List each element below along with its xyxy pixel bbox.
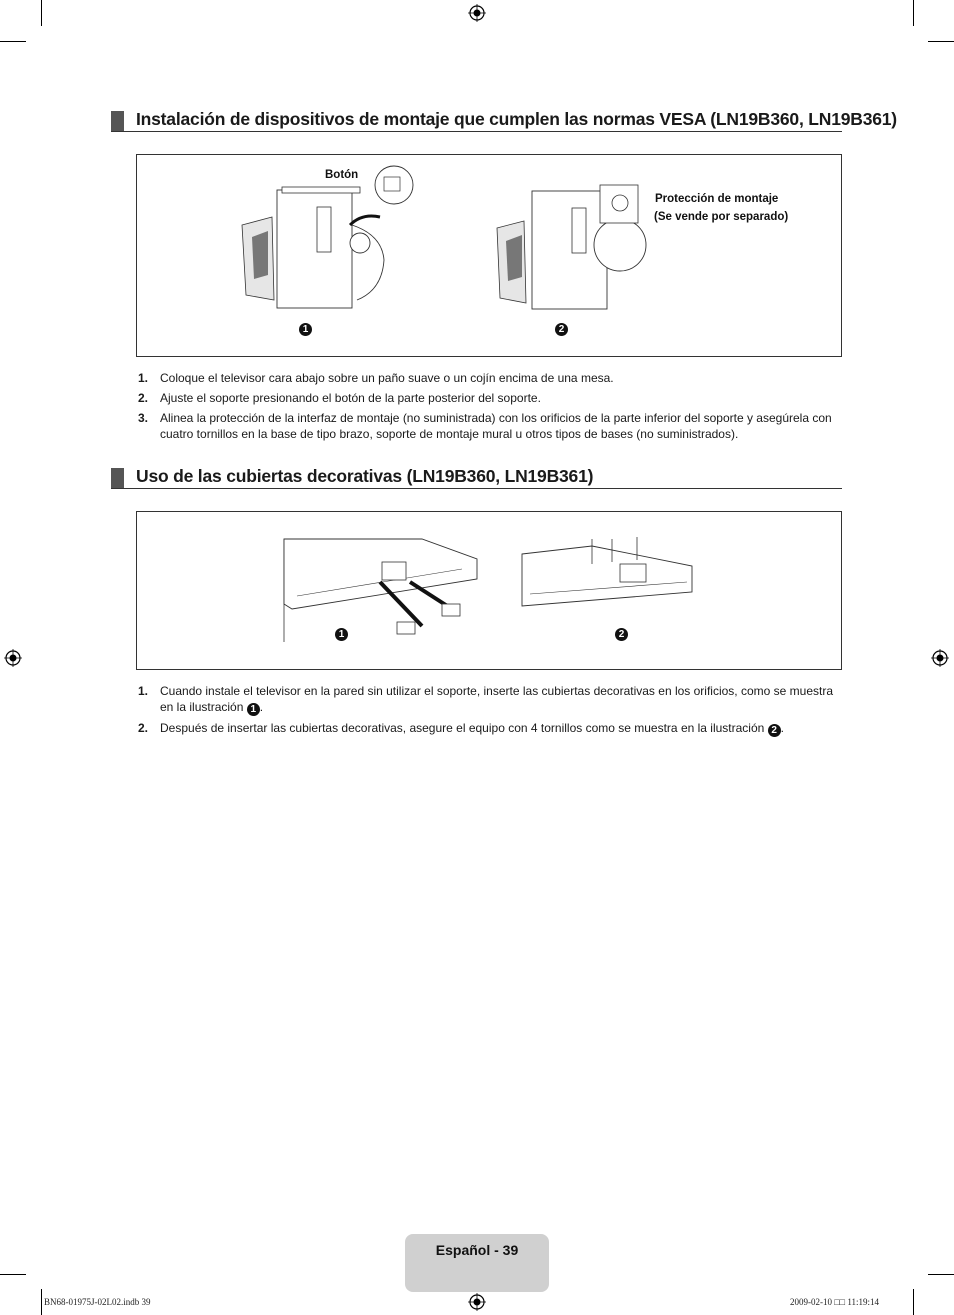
registration-mark-icon: [931, 649, 949, 667]
covers-insert-illustration: [272, 534, 482, 644]
inline-step-badge: 2: [768, 724, 781, 737]
section-title: Uso de las cubiertas decorativas (LN19B360, LN19B361): [136, 466, 594, 486]
list-item: 2. Después de insertar las cubiertas decorativas, asegure el equipo con 4 tornillos como se muestra en la ilustración 2 .: [138, 721, 784, 736]
step-badge-1: 1: [299, 323, 312, 336]
heading-marker: [111, 111, 124, 131]
tv-mount-illustration: [492, 173, 662, 318]
mount-label-line1: Protección de montaje: [655, 193, 779, 205]
print-slug-file: BN68-01975J-02L02.indb 39: [44, 1297, 151, 1307]
crop-mark: [928, 41, 954, 42]
crop-mark: [0, 1274, 26, 1275]
inline-step-badge: 1: [247, 703, 260, 716]
page-label: Español - 39: [435, 1242, 519, 1258]
covers-screws-illustration: [512, 534, 702, 614]
figure-decorative-covers: [136, 511, 842, 670]
registration-mark-icon: [4, 649, 22, 667]
section-title: Instalación de dispositivos de montaje que cumplen las normas VESA (LN19B360, LN19B361): [136, 109, 897, 129]
registration-mark-icon: [468, 4, 486, 22]
button-label: Botón: [325, 169, 359, 181]
tv-stand-illustration: [232, 165, 422, 315]
crop-mark: [41, 0, 42, 26]
crop-mark: [913, 1289, 914, 1315]
figure-vesa-mount: [136, 154, 842, 357]
section-heading: [111, 109, 897, 132]
mount-label-line2: (Se vende por separado): [654, 211, 789, 223]
heading-marker: [111, 468, 124, 488]
crop-mark: [913, 0, 914, 26]
step-badge-2: 2: [555, 323, 568, 336]
print-slug-date: 2009-02-10 □□ 11:19:14: [790, 1297, 880, 1307]
list-item: 3. Alinea la protección de la interfaz de montaje (no suministrada) con los orificios de la parte inferior del soporte y asegúrela con cuatro tornillos en la base de tipo brazo, soporte de montaje mural u otros tipos de bases (no suministrados).: [138, 411, 832, 441]
section-heading: [111, 466, 842, 489]
crop-mark: [0, 41, 26, 42]
list-item: 1. Cuando instale el televisor en la pared sin utilizar el soporte, inserte las cubiertas decorativas en los orificios, como se muestra en la ilustración 1 .: [138, 684, 833, 715]
crop-mark: [928, 1274, 954, 1275]
page-number-tab: [405, 1234, 549, 1292]
list-item: 1. Coloque el televisor cara abajo sobre un paño suave o un cojín encima de una mesa.: [138, 371, 614, 385]
step-badge-1: 1: [335, 628, 348, 641]
list-item: 2. Ajuste el soporte presionando el botón de la parte posterior del soporte.: [138, 391, 541, 405]
crop-mark: [41, 1289, 42, 1315]
instruction-list: [136, 370, 836, 446]
step-badge-2: 2: [615, 628, 628, 641]
instruction-list: [136, 683, 836, 741]
registration-mark-icon: [468, 1293, 486, 1311]
